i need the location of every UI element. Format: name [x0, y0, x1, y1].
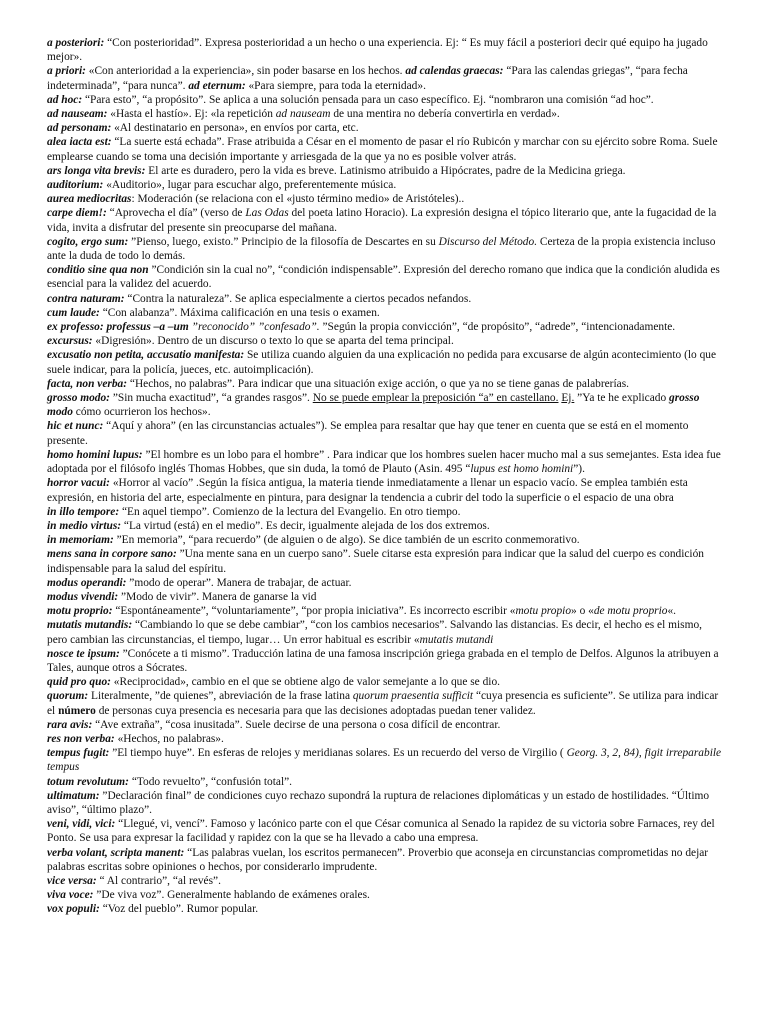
entry-text: grosso modo — [47, 392, 700, 419]
glossary-entry — [47, 576, 724, 590]
entry-text: “Con alabanza”. Máxima calificación en una tesis o examen. — [99, 306, 380, 319]
entry-term: excusatio non petita, accusatio manifesta: — [47, 349, 245, 362]
entry-term: ad hoc: — [47, 93, 83, 106]
entry-term: res non verba: — [47, 732, 115, 745]
glossary-entry — [47, 391, 724, 419]
entry-text: “Contra la naturaleza”. Se aplica especialmente a ciertos pecados nefandos. — [124, 292, 472, 305]
entry-term: a priori: — [47, 65, 86, 78]
entry-text: ”El hombre es un lobo para el hombre” . Para indicar que los hombres suelen hacer mucho mal a sus semejantes. Esta idea fue adoptada por el filósofo inglés Thomas Hobbes, que sin duda, la tomó de Plauto (Asin. 495 “ — [47, 448, 721, 476]
entry-term: tempus fugit: — [47, 747, 110, 760]
glossary-entry — [47, 789, 724, 817]
entry-text: “ Al contrario”, “al revés”. — [96, 874, 221, 887]
entry-term: alea iacta est: — [47, 136, 112, 149]
glossary-entry — [47, 36, 724, 64]
entry-text: “Para esto”, “a propósito”. Se aplica a una solución pensada para un caso específico. Ej. “nombraron una comisión “ad hoc”. — [82, 93, 654, 106]
entry-term: ad personam: — [47, 122, 112, 135]
entry-text: “Espontáneamente”, “voluntariamente”, “por propia iniciativa”. Es incorrecto escribir « — [112, 605, 516, 618]
entry-text: : Moderación (se relaciona con el «justo término medio» de Aristóteles).. — [131, 193, 465, 206]
entry-term: homo homini lupus: — [47, 448, 143, 461]
glossary-entry — [47, 476, 724, 504]
entry-term: cogito, ergo sum: — [47, 235, 129, 248]
entry-text: ”). — [573, 463, 585, 476]
glossary-entry — [47, 533, 724, 547]
glossary-entry — [47, 292, 724, 306]
glossary-entry — [47, 775, 724, 789]
entry-term: motu proprio: — [47, 605, 113, 618]
entry-text: ”Una mente sana en un cuerpo sano”. Suele citarse esta expresión para indicar que la salud del cuerpo es condición indispensable para la salud del espíritu. — [47, 548, 704, 575]
entry-term: vox populi: — [47, 903, 100, 916]
entry-term: in memoriam: — [47, 534, 114, 547]
entry-text: ”Condición sin la cual no”, “condición indispensable”. Expresión del derecho romano que indica que la condición aludida es esencial para la validez del acuerdo. — [47, 264, 720, 291]
entry-text: “Para las calendas griegas”, “para fecha indeterminada”, “para nunca”. — [47, 65, 688, 92]
entry-term: aurea mediocritas — [47, 193, 132, 206]
entry-text: motu propio — [515, 605, 572, 618]
entry-term: conditio sine qua non — [47, 264, 149, 277]
glossary-entry — [47, 306, 724, 320]
glossary-entry — [47, 505, 724, 519]
entry-text: «Horror al vacío” .Según la física antigua, la materia tiende inmediatamente a llenar un espacio vacío. Se emplea también esta expresión, en historia del arte, especialmente en pintura, para designar la tendencia a cubrir del todo la superficie o el espacio de una obra — [47, 477, 688, 504]
entry-text: del poeta latino Horacio). La expresión designa el tópico literario que, ante la fugacidad de la vida, invita a disfrutar del presente sin preocuparse del mañana. — [47, 207, 717, 234]
entry-term: quorum: — [47, 690, 89, 703]
entry-text: ”Sin mucha exactitud”, “a grandes rasgos”. — [109, 392, 313, 405]
entry-text: Certeza de la propia existencia incluso ante la duda de todo lo demás. — [47, 235, 716, 263]
entry-term: in medio virtus: — [47, 519, 122, 532]
entry-term: viva voce: — [47, 889, 94, 902]
entry-text: “La suerte está echada”. Frase atribuida a César en el momento de pasar el río Rubicón y marchar con su ejército sobre Roma. Suele emplearse cuando se toma una decisión importante y arriesgada de la que ya no es posible volver atrás. — [47, 136, 718, 163]
entry-term: modus operandi: — [47, 576, 127, 589]
entry-term: rara avis: — [47, 718, 93, 731]
entry-term: grosso modo: — [47, 392, 110, 405]
glossary-entry — [47, 93, 724, 107]
entry-text: “Aquí y ahora” (en las circunstancias actuales”). Se emplea para resaltar que hay que tener en cuenta que se está en el momento presente. — [47, 420, 689, 447]
entry-term: in illo tempore: — [47, 505, 120, 518]
entry-text: ad calendas graecas: — [405, 65, 504, 78]
entry-text: «Hechos, no palabras». — [114, 732, 224, 745]
entry-text: «Auditorio», lugar para escuchar algo, preferentemente música. — [103, 179, 397, 192]
entry-text: ”Conócete a ti mismo”. Traducción latina de una famosa inscripción griega grabada en el templo de Delfos. Algunos la atribuyen a Tales, aunque otros a Sócrates. — [47, 647, 719, 674]
glossary-entry — [47, 888, 724, 902]
entry-text: de una mentira no debería convertirla en verdad». — [330, 108, 560, 121]
entry-text: “Las palabras vuelan, los escritos permanecen”. Proverbio que aconseja en circunstancias comprometidas no dejar palabras escritas sobre opiniones o hechos, por considerarlo imprudente. — [47, 846, 709, 873]
entry-text: “Ave extraña”, “cosa inusitada”. Suele decirse de una persona o cosa difícil de encontrar. — [92, 718, 501, 731]
entry-text: Discurso del Método. — [438, 235, 538, 248]
glossary-entry — [47, 121, 724, 135]
entry-term: mutatis mutandis: — [47, 619, 133, 632]
entry-term: contra naturam: — [47, 292, 125, 305]
entry-text: «Al destinatario en persona», en envíos por carta, etc. — [111, 122, 359, 135]
entry-text: de motu proprio — [593, 605, 668, 618]
entry-text: número — [58, 704, 96, 717]
entry-text: Literalmente, ”de quienes”, abreviación de la frase latina — [88, 690, 353, 703]
entry-term: cum laude: — [47, 306, 100, 319]
glossary-entry — [47, 590, 724, 604]
entry-term: hic et nunc: — [47, 420, 104, 433]
entry-text: «Con anterioridad a la experiencia», sin poder basarse en los hechos. — [85, 65, 406, 78]
entry-text: Se utiliza cuando alguien da una explicación no pedida para excusarse de algún acontecimiento (lo que suele indicar, para la policía, jueces, etc. autoimplicación). — [47, 349, 717, 376]
entry-text: “Todo revuelto”, “confusión total”. — [128, 775, 293, 788]
glossary-entry — [47, 547, 724, 575]
entry-text: ”Según la propia convicción”, “de propósito”, “adrede”, “intencionadamente. — [319, 321, 676, 334]
entry-term: excursus: — [47, 335, 93, 348]
glossary-entry — [47, 178, 724, 192]
glossary-entry — [47, 192, 724, 206]
entry-text: «Digresión». Dentro de un discurso o texto lo que se aparta del tema principal. — [92, 335, 454, 348]
entry-text: El arte es duradero, pero la vida es breve. Latinismo atribuido a Hipócrates, padre de la Medicina griega. — [145, 164, 626, 177]
entry-text: ”El tiempo huye”. En esferas de relojes y meridianas solares. Es un recuerdo del verso de Virgilio ( — [109, 747, 567, 760]
glossary-entry — [47, 689, 724, 717]
entry-text: de personas cuya presencia es necesaria para que las decisiones adoptadas puedan tener validez. — [95, 704, 536, 717]
glossary-entry — [47, 718, 724, 732]
entry-text: ad nauseam — [275, 108, 331, 121]
entry-text: Las Odas — [245, 207, 289, 220]
glossary-entry — [47, 334, 724, 348]
entry-text: Georg. 3, 2, 84), figit irreparabile tempus — [47, 747, 722, 774]
entry-term: ex professo: professus –a –um — [47, 321, 189, 334]
entry-term: ultimatum: — [47, 789, 100, 802]
entry-text: ”En memoria”, “para recuerdo” (de alguien o de algo). Se dice también de un escrito conmemorativo. — [113, 534, 580, 547]
glossary-entry — [47, 874, 724, 888]
entry-term: veni, vidi, vici: — [47, 818, 116, 831]
entry-text: cómo ocurrieron los hechos». — [72, 406, 211, 419]
glossary-entry — [47, 263, 724, 291]
glossary-entry — [47, 164, 724, 178]
entry-text: “Aprovecha el día” (verso de — [106, 207, 246, 220]
glossary-entry — [47, 64, 724, 92]
entry-term: nosce te ipsum: — [47, 647, 120, 660]
entry-term: facta, non verba: — [47, 377, 128, 390]
entry-text: Ej. — [561, 392, 575, 405]
entry-term: mens sana in corpore sano: — [47, 548, 177, 561]
entry-text: quorum praesentia sufficit — [352, 690, 474, 703]
glossary-entry — [47, 206, 724, 234]
glossary-entry — [47, 448, 724, 476]
entry-text: ”De viva voz”. Generalmente hablando de exámenes orales. — [93, 889, 370, 902]
entry-term: modus vivendi: — [47, 590, 119, 603]
entry-text: No se puede emplear la preposición “a” en castellano. — [312, 392, 559, 405]
entry-text: «. — [667, 605, 676, 618]
entry-term: ars longa vita brevis: — [47, 164, 146, 177]
glossary-entry — [47, 647, 724, 675]
entry-text: » o « — [571, 605, 594, 618]
glossary-entry — [47, 618, 724, 646]
entry-term: verba volant, scripta manent: — [47, 846, 185, 859]
entry-term: auditorium: — [47, 179, 104, 192]
entry-text: “La virtud (está) en el medio”. Es decir, igualmente alejada de los dos extremos. — [121, 519, 490, 532]
glossary-entry — [47, 348, 724, 376]
entry-text: “Con posterioridad”. Expresa posterioridad a un hecho o una experiencia. Ej: “ Es muy fácil a posteriori decir qué equipo ha jugado mejor». — [47, 37, 708, 64]
glossary-entry — [47, 732, 724, 746]
entry-text: ”Ya te he explicado — [574, 392, 670, 405]
glossary-entry — [47, 604, 724, 618]
glossary-entry — [47, 135, 724, 163]
entry-text: ad eternum: — [188, 79, 246, 92]
entry-text: «Reciprocidad», cambio en el que se obtiene algo de valor semejante a lo que se dio. — [110, 676, 500, 689]
entry-term: vice versa: — [47, 874, 97, 887]
glossary-entry — [47, 107, 724, 121]
entry-term: a posteriori: — [47, 37, 105, 49]
entry-text: ”reconocido” ”confesado”. — [188, 321, 320, 334]
glossary-entry — [47, 846, 724, 874]
glossary-entry — [47, 746, 724, 774]
entry-text: «Hasta el hastío». Ej: «la repetición — [107, 108, 276, 121]
entry-term: ad nauseam: — [47, 108, 108, 121]
glossary-entry — [47, 519, 724, 533]
glossary-entry — [47, 675, 724, 689]
glossary-entry — [47, 419, 724, 447]
entry-text: “En aquel tiempo”. Comienzo de la lectura del Evangelio. En otro tiempo. — [119, 505, 461, 518]
entry-text: lupus est homo homini — [470, 463, 574, 476]
entry-term: totum revolutum: — [47, 775, 129, 788]
glossary-entry — [47, 320, 724, 334]
entry-text: ”modo de operar”. Manera de trabajar, de actuar. — [126, 576, 352, 589]
entry-text: mutatis mutandi — [419, 633, 494, 646]
entry-text: “Llegué, vi, vencí”. Famoso y lacónico parte con el que César comunica al Senado la rapidez de su victoria sobre Farnaces, rey del Ponto. Se usa para expresar la facilidad y rapidez con la que se ha llevado a cabo una empresa. — [47, 818, 715, 845]
entry-text: “Cambiando lo que se debe cambiar”, “con los cambios necesarios”. Salvando las distancias. Es decir, el hecho es el mismo, pero cambian las circunstancias, el tiempo, lugar… Un error habitual es escribir « — [47, 619, 702, 646]
entry-term: horror vacui: — [47, 477, 110, 490]
entry-text: “Voz del pueblo”. Rumor popular. — [99, 903, 259, 916]
entry-text: «Para siempre, para toda la eternidad». — [245, 79, 426, 92]
glossary-entry — [47, 817, 724, 845]
entry-term: quid pro quo: — [47, 676, 111, 689]
entry-text: ”Modo de vivir”. Manera de ganarse la vid — [118, 590, 317, 603]
glossary-entry — [47, 235, 724, 263]
entry-term: carpe diem!: — [47, 207, 107, 220]
glossary-entry — [47, 902, 724, 916]
entry-text: ”Pienso, luego, existo.” Principio de la filosofía de Descartes en su — [128, 235, 439, 248]
entry-text: “Hechos, no palabras”. Para indicar que una situación exige acción, o que ya no se tiene ganas de palabrerías. — [127, 377, 629, 390]
entry-text: “cuya presencia es suficiente”. Se utiliza para indicar el — [47, 690, 719, 717]
glossary-entry — [47, 377, 724, 391]
entry-text: ”Declaración final” de condiciones cuyo rechazo supondrá la ruptura de relaciones diplomáticas y un estado de hostilidades. “Último aviso”, “último plazo”. — [47, 789, 710, 816]
